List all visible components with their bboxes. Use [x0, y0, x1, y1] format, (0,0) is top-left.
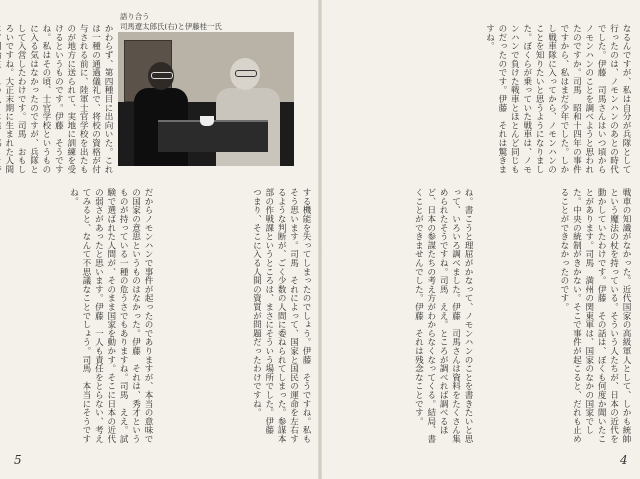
right-top-text-column: なるんですが、私は自分が兵隊として行ったのは、ノモンハンのあとの時代でした。伊藤 司馬さんはいつ頃からノモンハンのことを調べようと思われたのですか。司馬 昭和十四年の事件ですから、私はまだ少年でした。しかし戦車隊に入ってから、ノモンハンのことを知りたいと思うようになりました。ぼくらが乗っていた戦車は、ノモンハンで負けた戦車とほとんど同じものだったのです。伊藤 それは驚きますね。 — [484, 24, 631, 174]
left-bottom-text-column-2: だからノモンハンで事件が起ったのでありますが、本当の意味での国家の意思というものはなかった。伊藤 それは、秀才というものが持っている一種の危うさでもありますね。司馬 ええ。試験で選ばれた人間が、そのまま国家を動かす。そこに日本の近代の弱さがあったと思います。伊藤 一人も責任をとらない、考えてみると、なんて不思議なことでしょう。司馬 本当にそうですね。 — [68, 188, 153, 444]
right-page — [320, 0, 640, 479]
right-bottom-text-column-1: 戦車の知識がなかった。近代国家の高級軍人として、しかも統帥という魔法の杖を持っている。そういう人たちが、日本の近代を動かしていたわけです。伊藤 その話は、ぼくも何度か聞いたことがあります。司馬 満州の関東軍は、国家のなかの国家でした。中央の統制がきかない。そこで事件が起こると、だれも止めることができなかったのです。 — [558, 188, 631, 444]
caption-line-2: 司馬遼太郎氏(右)と伊藤桂一氏 — [120, 21, 222, 31]
right-bottom-text-column-2: ね。書こうと理屈がかなって、ノモンハンのことを書きたいと思って、いろいろ調べました。伊藤 司馬さんは資料をたくさん集められたそうですね。司馬 ええ。ところが調べれば調べるほど、日本の参謀たちの考え方がわからなくなってくる。結局、書くことができませんでした。伊藤 それは残念なことです。 — [413, 188, 473, 444]
interview-photo — [118, 32, 294, 166]
page-number-right: 4 — [620, 453, 628, 467]
left-top-text-column: かわらず、第四種目に出向いた。これは一種の通過儀礼で、将校の資格が付与される前に、陸軍士官学校を出たものが地方に送られて、実地に訓練を受けるというものです。伊藤 そうですね。私はその頃、士官学校というものに入る気はなかったのですが、兵隊として入営したわけです。司馬 おもしろいですね。大正末期に生まれた人間 — [3, 24, 113, 174]
left-bottom-text-column-1: する機能を失ってしまったのでしょう。伊藤 そうですね。私もそう思います。司馬 それによって、国家と国民の運命を左右するような判断が、ごく少数の人間に委ねられてしまった。参謀本部の作戦課というところは、まさにそういう場所でした。伊藤 つまり、そこに入る人間の資質が問題だったわけですね。 — [251, 188, 311, 444]
photo-caption — [120, 12, 296, 31]
page-number-left: 5 — [14, 453, 22, 467]
caption-line-1: 語り合う — [120, 12, 150, 21]
